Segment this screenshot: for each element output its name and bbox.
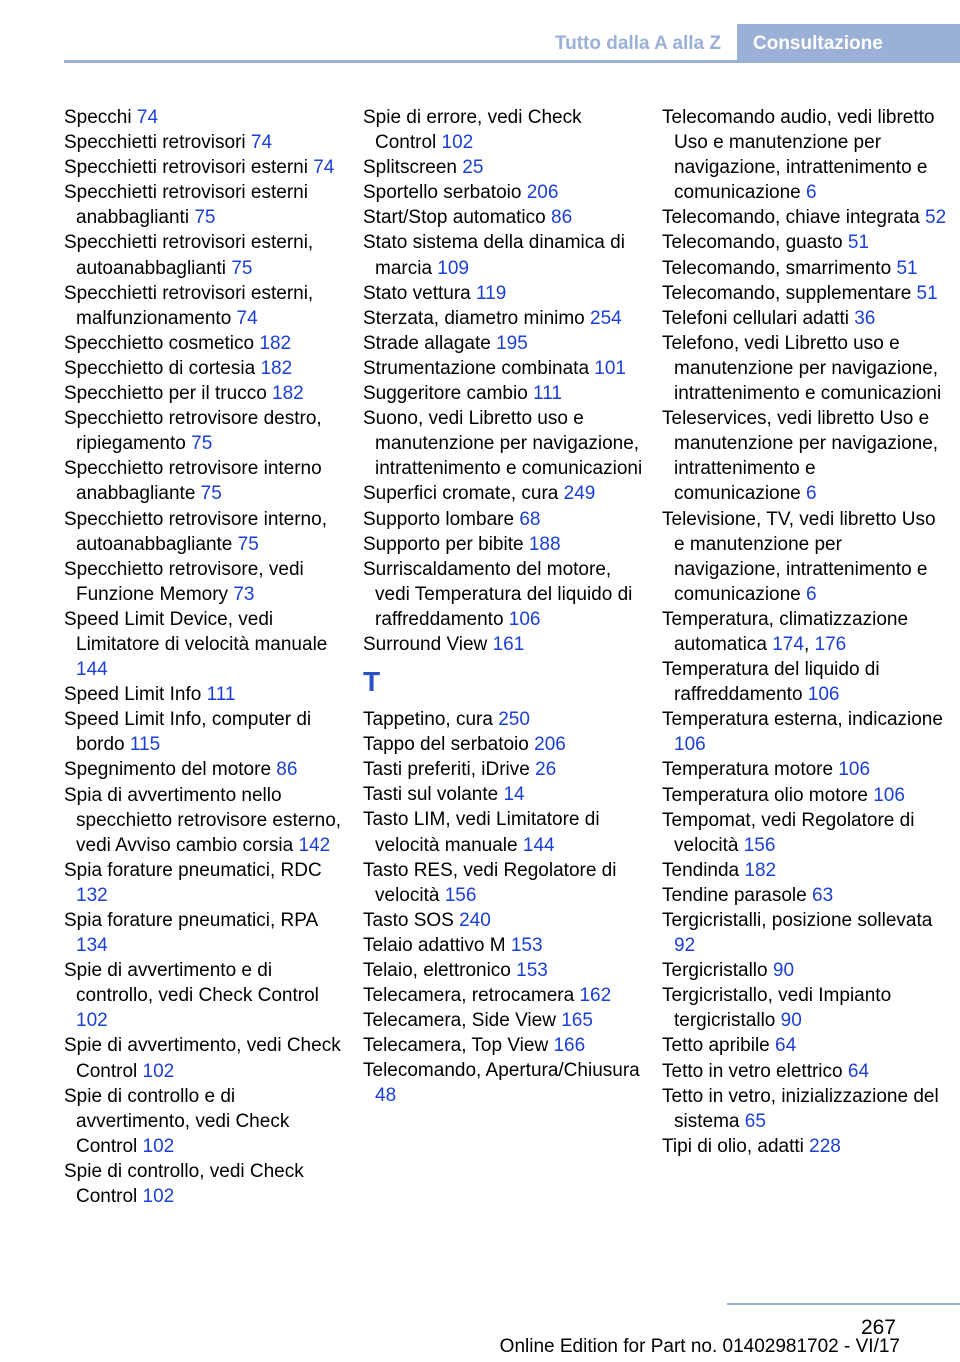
header-rule (64, 60, 960, 63)
index-entry (662, 757, 947, 782)
index-entry (363, 807, 648, 857)
page-reference-link[interactable]: 206 (526, 182, 559, 204)
index-entry (64, 406, 349, 456)
index-entry-term: Tasti sul volante (363, 784, 499, 806)
page-reference-link[interactable]: 102 (142, 1135, 175, 1157)
index-entry (363, 155, 648, 180)
page-reference-link[interactable]: 240 (459, 909, 491, 931)
index-entry (64, 456, 349, 506)
index-entry-term: Start/Stop automatico (363, 207, 546, 229)
index-entry (363, 356, 648, 381)
index-entry-term: Tipi di olio, adatti (662, 1135, 804, 1157)
index-entry (363, 532, 648, 557)
index-entry-term: Speed Limit Info, computer di bordo (64, 709, 312, 756)
index-entry (662, 808, 947, 858)
index-entry (662, 1059, 947, 1084)
index-entry (64, 858, 349, 908)
index-entry-term: Specchietti retrovisori esterni (64, 157, 308, 179)
page-reference-link[interactable]: 106 (873, 784, 905, 806)
index-entry (363, 908, 648, 933)
page-reference-link[interactable]: 74 (136, 107, 159, 128)
index-entry (363, 306, 648, 331)
index-entry-term: Specchietto retrovisore interno, autoanabbagliante (64, 508, 327, 555)
page-reference-link[interactable]: 195 (496, 332, 528, 354)
index-entry-term: Temperatura del liquido di raffreddamento (662, 659, 880, 706)
index-entry (363, 1008, 648, 1033)
index-entry (363, 281, 648, 306)
index-entry (662, 256, 947, 281)
index-entry (363, 632, 648, 657)
index-entry (64, 682, 349, 707)
index-entry-term: Specchietti retrovisori esterni, malfunzionamento (64, 282, 314, 329)
index-entry (363, 958, 648, 983)
page-reference-link[interactable]: 134 (76, 935, 108, 957)
index-entry-term: Strade allagate (363, 332, 491, 354)
page-reference-link[interactable]: 48 (375, 1085, 397, 1107)
page-reference-link[interactable]: 102 (142, 1186, 175, 1208)
page-reference-link[interactable]: 249 (563, 483, 596, 505)
index-entry (64, 281, 349, 331)
index-entry-term: Specchietti retrovisori esterni, autoanabbaglianti (64, 232, 314, 279)
page-reference-link[interactable]: 14 (503, 784, 525, 806)
index-entry-term: Tappetino, cura (363, 709, 493, 731)
index-entry: Temperatura, climatizzazione automatica 174, 176 (662, 608, 909, 655)
page-reference-link[interactable]: 25 (462, 157, 484, 179)
index-entry-term: Tasto RES, vedi Regolatore di velocità (363, 859, 617, 906)
page-reference-link[interactable]: 75 (200, 483, 222, 505)
index-entry (64, 1033, 349, 1083)
index-entry-term: Speed Limit Info (64, 684, 202, 706)
page-reference-link[interactable]: 106 (807, 684, 840, 706)
index-entry (64, 381, 349, 406)
page-reference-link[interactable]: 182 (272, 383, 304, 405)
index-entry (662, 331, 947, 406)
index-entry (64, 331, 349, 356)
index-entry-term: Stato vettura (363, 282, 471, 304)
page-reference-link[interactable]: 102 (441, 132, 474, 154)
page-reference-link[interactable]: 111 (533, 383, 562, 405)
index-entry-term: Tappo del serbatoio (363, 734, 529, 756)
page-reference-link[interactable]: 176 (814, 633, 847, 655)
page-reference-link[interactable]: 75 (194, 207, 216, 229)
index-entry (64, 908, 349, 958)
page-reference-link[interactable]: 64 (775, 1035, 797, 1057)
index-entry (662, 983, 947, 1033)
page-reference-link[interactable]: 254 (590, 307, 622, 329)
page-reference-link[interactable]: 6 (806, 583, 817, 605)
page-reference-link[interactable]: 166 (553, 1035, 586, 1057)
index-entry (363, 381, 648, 406)
index-entry-term: Tergicristallo, vedi Impianto tergicristallo (662, 985, 892, 1032)
page-reference-link[interactable]: 74 (250, 132, 273, 154)
page-reference-link[interactable]: 68 (519, 508, 541, 530)
index-entry (363, 507, 648, 532)
index-entry (662, 1033, 947, 1058)
page-reference-link[interactable]: 51 (847, 232, 870, 254)
page-reference-link[interactable]: 102 (142, 1060, 175, 1082)
index-entry-term: Suono, vedi Libretto uso e manutenzione per navigazione, intrattenimento e comunicazioni (363, 408, 643, 480)
page-reference-link[interactable]: 144 (76, 659, 108, 681)
index-entry (64, 507, 349, 557)
index-entry (363, 757, 648, 782)
page-reference-link[interactable]: 51 (896, 257, 918, 279)
index-entry (363, 707, 648, 732)
page-reference-link[interactable]: 101 (594, 357, 626, 379)
index-entry (662, 105, 947, 205)
index-entry-term: Telecamera, retrocamera (363, 985, 575, 1007)
index-entry (64, 356, 349, 381)
page-reference-link[interactable]: 64 (847, 1060, 870, 1082)
index-entry (662, 1134, 947, 1159)
index-entry (363, 858, 648, 908)
page-reference-link[interactable]: 182 (260, 357, 293, 379)
index-entry (64, 1084, 349, 1159)
index-entry (363, 933, 648, 958)
page-reference-link[interactable]: 144 (522, 834, 555, 856)
page-reference-link[interactable]: 132 (76, 884, 108, 906)
page-reference-link[interactable]: 153 (516, 960, 548, 981)
index-entry-term: Spegnimento del motore (64, 759, 272, 781)
section-letter-heading: T (363, 666, 381, 698)
index-entry-term: Speed Limit Device, vedi Limitatore di velocità manuale (64, 608, 328, 655)
page-reference-link[interactable]: 6 (806, 483, 817, 505)
index-entry-term: Specchietto retrovisore interno anabbagliante (64, 458, 322, 505)
page-reference-link[interactable]: 206 (534, 734, 566, 756)
index-entry-term: Specchi (64, 107, 132, 128)
index-entry (662, 306, 947, 331)
page-reference-link[interactable]: 165 (561, 1010, 593, 1032)
index-entry-term: Tendinda (662, 859, 740, 881)
index-entry-term: Superfici cromate, cura (363, 483, 559, 505)
index-entry (662, 958, 947, 983)
index-entry-term: Telecamera, Side View (363, 1010, 556, 1032)
index-entry-term: Telefoni cellulari adatti (662, 307, 849, 329)
index-entry-term: Tetto in vetro, inizializzazione del sistema (662, 1085, 939, 1132)
index-entry-term: Stato sistema della dinamica di marcia (363, 232, 625, 279)
index-column-1 (64, 105, 349, 1209)
index-entry-term: Specchietti retrovisori (64, 132, 246, 154)
index-entry (662, 281, 947, 306)
page-reference-link[interactable]: 119 (476, 282, 507, 304)
index-entry-term: Telecomando, smarrimento (662, 257, 892, 279)
index-entry (363, 983, 648, 1008)
index-entry (662, 908, 947, 958)
index-entry (64, 105, 349, 130)
index-entry-term: Telefono, vedi Libretto uso e manutenzione per navigazione, intrattenimento e comunicazioni (662, 332, 942, 405)
page-reference-link[interactable]: 115 (129, 734, 161, 756)
index-entry (363, 205, 648, 230)
index-entry-term: Tempomat, vedi Regolatore di velocità (662, 809, 915, 856)
index-entry (64, 958, 349, 1033)
index-entry (363, 782, 648, 807)
page-reference-link[interactable]: 63 (812, 884, 834, 906)
index-entry-term: Telecomando, supplementare (662, 282, 912, 304)
index-entry-term: Surround View (363, 633, 488, 655)
index-entry-term: Tergicristallo (662, 960, 768, 982)
index-entry (64, 783, 349, 858)
page-reference-link[interactable]: 182 (744, 859, 777, 881)
page-reference-link[interactable]: 6 (806, 182, 817, 204)
section-tab[interactable]: Consultazione (737, 24, 960, 63)
index-entry (363, 1033, 648, 1058)
index-entry (363, 557, 648, 632)
index-entry-term: Televisione, TV, vedi libretto Uso e manutenzione per navigazione, intrattenimento e comunicazione (662, 508, 936, 605)
index-entry-term: Specchietto di cortesia (64, 357, 256, 379)
index-entry-term: Tasti preferiti, iDrive (363, 759, 530, 781)
index-entry (64, 180, 349, 230)
index-entry (363, 230, 648, 280)
index-column-2 (363, 105, 648, 1109)
edition-note: Online Edition for Part no. 01402981702 - VI/17 (499, 1336, 900, 1357)
index-entry-term: Telaio adattivo M (363, 934, 506, 956)
page-reference-link[interactable]: 73 (233, 583, 255, 605)
index-column-3 (662, 105, 947, 1159)
index-entry-term: Spia forature pneumatici, RPA (64, 910, 318, 931)
index-entry (363, 331, 648, 356)
index-entry (662, 858, 947, 883)
index-entry (64, 757, 349, 782)
index-entry (662, 406, 947, 506)
index-entry-term: Splitscreen (363, 157, 457, 179)
page-reference-link[interactable]: 156 (444, 884, 477, 906)
page-reference-link[interactable]: 74 (313, 157, 335, 179)
index-entry-term: Telecomando, Apertura/Chiusura (363, 1060, 640, 1082)
index-entry-term: Spie di controllo, vedi Check Control (64, 1160, 304, 1208)
page-reference-link[interactable]: 52 (925, 207, 947, 229)
page-reference-link[interactable]: 86 (276, 759, 298, 781)
index-entry-term: Specchietti retrovisori esterni anabbaglianti (64, 182, 308, 229)
index-entry-term: Telecomando audio, vedi libretto Uso e manutenzione per navigazione, intrattenimento e comunicazione (662, 107, 935, 204)
index-entry (662, 707, 947, 757)
index-entry (64, 230, 349, 280)
index-entry-term: Spie di errore, vedi Check Control (363, 107, 582, 154)
index-entry-term: Spie di avvertimento, vedi Check Control (64, 1035, 341, 1082)
index-entry (662, 783, 947, 808)
index-entry-term: Specchietto retrovisore destro, ripiegamento (64, 408, 322, 455)
index-entry-term: Spie di controllo e di avvertimento, vedi Check Control (64, 1085, 290, 1157)
index-entry-term: Tergicristalli, posizione sollevata (662, 910, 933, 931)
index-entry-term: Tasto LIM, vedi Limitatore di velocità manuale (363, 809, 600, 856)
page-reference-link[interactable]: 36 (854, 307, 876, 329)
page-reference-link[interactable]: 156 (743, 834, 776, 856)
page-reference-link[interactable]: 162 (579, 985, 612, 1007)
page-reference-link[interactable]: 51 (916, 282, 938, 304)
page-reference-link[interactable]: 228 (809, 1135, 841, 1157)
page-reference-link[interactable]: 174 (772, 633, 804, 655)
page-reference-link[interactable]: 90 (780, 1010, 802, 1032)
page-reference-link[interactable]: 161 (492, 633, 525, 655)
chapter-tab[interactable]: Tutto dalla A alla Z (527, 24, 735, 63)
index-entry-term: Surriscaldamento del motore, vedi Temperatura del liquido di raffreddamento (363, 558, 633, 630)
page-reference-link[interactable]: 142 (298, 834, 331, 856)
index-entry (363, 481, 648, 506)
index-entry-term: Sterzata, diametro minimo (363, 307, 585, 329)
index-entry (64, 557, 349, 607)
page-reference-link[interactable]: 102 (76, 1010, 108, 1032)
page-reference-link[interactable]: 250 (498, 709, 530, 731)
page-reference-link[interactable]: 153 (510, 934, 543, 956)
index-entry-term: Temperatura olio motore (662, 784, 868, 806)
index-entry-term: Supporto per bibite (363, 533, 524, 555)
index-entry-term: Temperatura, climatizzazione automatica (662, 608, 909, 655)
page-reference-link[interactable]: 65 (744, 1110, 766, 1132)
page-reference-link[interactable]: 182 (259, 332, 292, 354)
index-entry-term: Telaio, elettronico (363, 960, 511, 981)
page-reference-link[interactable]: 75 (237, 533, 259, 555)
index-entry (662, 230, 947, 255)
page-reference-link[interactable]: 92 (674, 935, 696, 957)
index-entry (64, 707, 349, 757)
index-entry (662, 1084, 947, 1134)
page-reference-link[interactable]: 75 (191, 433, 213, 455)
index-entry-term: Telecomando, chiave integrata (662, 207, 920, 229)
index-entry (363, 406, 648, 481)
index-entry (662, 205, 947, 230)
page-reference-link[interactable]: 188 (528, 533, 561, 555)
index-entry (64, 607, 349, 682)
page-reference-link[interactable]: 106 (674, 734, 706, 756)
page-reference-link[interactable]: 106 (838, 759, 871, 781)
index-entry (64, 155, 349, 180)
index-entry-term: Sportello serbatoio (363, 182, 522, 204)
index-entry-term: Specchietto retrovisore, vedi Funzione Memory (64, 558, 304, 605)
index-entry (363, 180, 648, 205)
index-entry (363, 105, 648, 155)
index-entry (662, 507, 947, 607)
index-entry-term: Telecamera, Top View (363, 1035, 549, 1057)
index-entry-term: Strumentazione combinata (363, 357, 590, 379)
page-reference-link[interactable]: 26 (535, 759, 557, 781)
index-entry-term: Specchietto cosmetico (64, 332, 255, 354)
index-entry-term: Teleservices, vedi libretto Uso e manutenzione per navigazione, intrattenimento e comunicazione (662, 408, 939, 505)
index-entry-term: Supporto lombare (363, 508, 515, 530)
page-reference-link[interactable]: 86 (551, 207, 573, 229)
index-entry-term: Telecomando, guasto (662, 232, 843, 254)
index-entry (64, 130, 349, 155)
page-reference-link[interactable]: 75 (231, 257, 253, 279)
index-entry-term: Tendine parasole (662, 884, 807, 906)
index-entry-term: Tasto SOS (363, 909, 454, 931)
page-reference-link[interactable]: 111 (206, 684, 236, 706)
index-entry-term: Temperatura motore (662, 759, 834, 781)
index-entry-term: Suggeritore cambio (363, 383, 528, 405)
index-entry-term: Tetto in vetro elettrico (662, 1060, 843, 1082)
index-entry (363, 732, 648, 757)
index-entry-term: Spia di avvertimento nello specchietto retrovisore esterno, vedi Avviso cambio corsia (64, 784, 342, 856)
index-entry-term: Tetto apribile (662, 1035, 770, 1057)
index-entry-term: Spie di avvertimento e di controllo, vedi Check Control (64, 960, 319, 1007)
index-entry (662, 883, 947, 908)
index-entry-term: Specchietto per il trucco (64, 383, 267, 405)
index-entry (363, 1058, 648, 1108)
index-entry (662, 657, 947, 707)
page-reference-link[interactable]: 74 (236, 307, 258, 329)
footer-rule (727, 1303, 960, 1305)
page-reference-link[interactable]: 106 (508, 608, 541, 630)
index-entry (64, 1159, 349, 1209)
page-number: 267 (860, 1316, 896, 1339)
page-reference-link[interactable]: 90 (772, 960, 795, 982)
index-entry-term: Spia forature pneumatici, RDC (64, 859, 322, 881)
index-entry-term: Temperatura esterna, indicazione (662, 709, 943, 731)
page-reference-link[interactable]: 109 (437, 257, 469, 279)
